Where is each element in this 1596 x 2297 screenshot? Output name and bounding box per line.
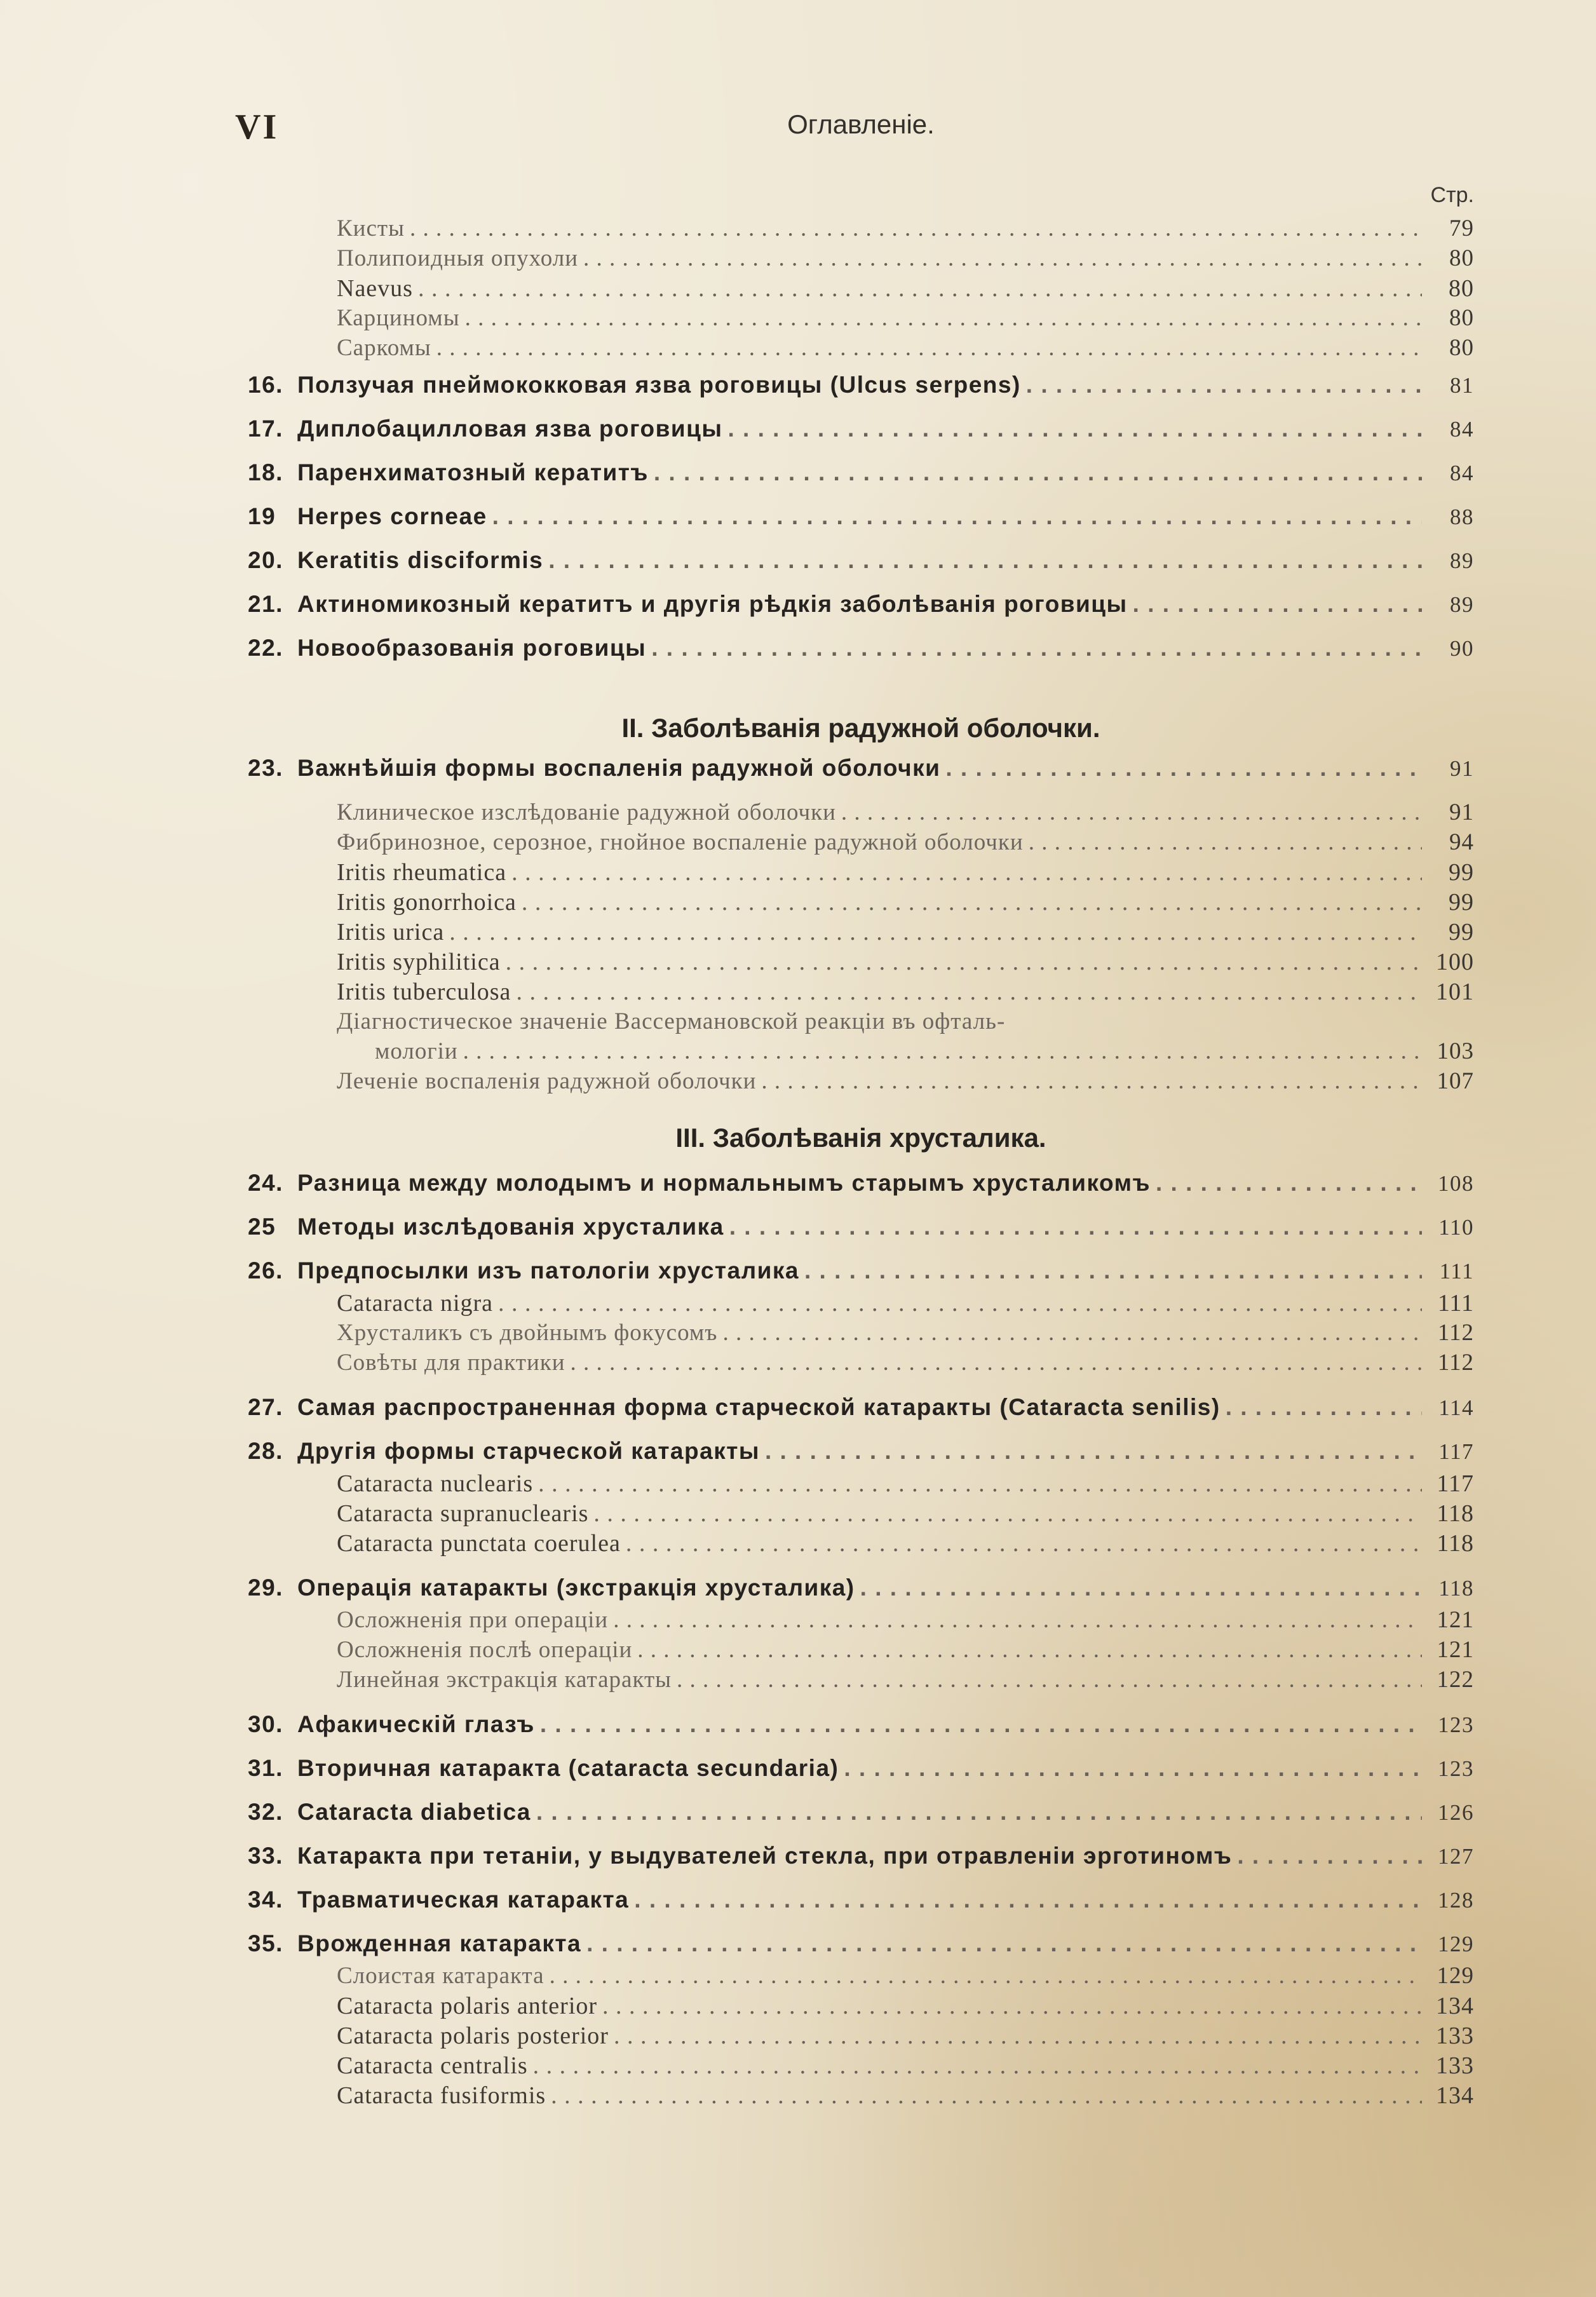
toc-subentry: Слоистая катаракта . . . 129 <box>248 1962 1474 1992</box>
toc-subentry: Осложненія при операціи . . . 121 <box>248 1606 1474 1636</box>
running-title: Оглавленіе. <box>787 109 935 139</box>
toc-subentry: Cataracta punctata coerulea . . . 118 <box>248 1529 1474 1559</box>
toc-entry: 21. Актиномикозный кератитъ и другія рѣдкія заболѣванія роговицы . . . 89 <box>248 591 1474 635</box>
toc-subentry: Леченіе воспаленія радужной оболочки . . . 107 <box>248 1067 1474 1097</box>
toc-subentry: Совѣты для практики . . . 112 <box>248 1349 1474 1379</box>
page-header <box>235 107 1487 158</box>
toc-subentry: Полипоидныя опухоли . . . 80 <box>248 245 1474 274</box>
toc-entry: 35. Врожденная катаракта . . . 129 <box>248 1930 1474 1962</box>
toc-subentry: Клиническое изслѣдованіе радужной оболочки . . . 91 <box>248 799 1474 829</box>
toc-subentry: Хрусталикъ съ двойнымъ фокусомъ . . . 112 <box>248 1319 1474 1349</box>
toc-entry: 24. Разница между молодымъ и нормальнымъ старымъ хрусталикомъ . . . 108 <box>248 1170 1474 1214</box>
toc-subentry: Cataracta fusiformis . . . 134 <box>248 2082 1474 2111</box>
toc-subentry: Cataracta supranuclearis . . . 118 <box>248 1500 1474 1529</box>
toc-subentry: Cataracta nigra . . . 111 <box>248 1289 1474 1319</box>
toc-entry: 26. Предпосылки изъ патологіи хрусталика . . . 111 <box>248 1257 1474 1289</box>
toc-entry: 25 Методы изслѣдованія хрусталика . . . 110 <box>248 1214 1474 1257</box>
toc-subentry: Осложненія послѣ операціи . . . 121 <box>248 1636 1474 1666</box>
toc-subentry: Iritis urica . . . 99 <box>248 918 1474 948</box>
toc-entry: 22. Новообразованія роговицы . . . 90 <box>248 635 1474 679</box>
toc-entry: 23. Важнѣйшія формы воспаленія радужной оболочки . . . 91 <box>248 755 1474 799</box>
toc-subentry: мологіи . . . 103 <box>248 1038 1474 1067</box>
toc-entry: 16. Ползучая пнеймококковая язва роговицы (Ulcus serpens) . . . 81 <box>248 372 1474 416</box>
toc-subentry: Naevus . . . 80 <box>248 274 1474 304</box>
toc-entry: 28. Другія формы старческой катаракты . . . 117 <box>248 1438 1474 1470</box>
toc-entry: 32. Cataracta diabetica . . . 126 <box>248 1799 1474 1843</box>
section-heading: II. Заболѣванія радужной оболочки. <box>621 713 1100 743</box>
toc-entry: 30. Афакическій глазъ . . . 123 <box>248 1711 1474 1755</box>
toc-entry: 18. Паренхиматозный кератитъ . . . 84 <box>248 459 1474 503</box>
toc-subentry: Iritis syphilitica . . . 100 <box>248 948 1474 978</box>
toc-subentry: Cataracta centralis . . . 133 <box>248 2052 1474 2082</box>
toc-subentry: Iritis rheumatica . . . 99 <box>248 858 1474 888</box>
page-number: VI <box>235 107 279 147</box>
table-of-contents <box>248 183 1474 2111</box>
page-column-header: Стр. <box>1430 183 1474 207</box>
toc-entry: 27. Самая распространенная форма старческой катаракты (Cataracta senilis) . . . 114 <box>248 1394 1474 1438</box>
toc-subentry: Діагностическое значеніе Вассермановской реакціи въ офталь- <box>337 1008 1006 1034</box>
toc-subentry: Iritis tuberculosa . . . 101 <box>248 978 1474 1008</box>
toc-subentry: Cataracta polaris posterior . . . 133 <box>248 2022 1474 2052</box>
toc-subentry: Кисты . . . 79 <box>248 215 1474 245</box>
toc-entry: 29. Операція катаракты (экстракція хрусталика) . . . 118 <box>248 1575 1474 1606</box>
toc-subentry: Cataracta nuclearis . . . 117 <box>248 1470 1474 1500</box>
toc-entry: 19 Herpes corneae . . . 88 <box>248 503 1474 547</box>
toc-subentry: Фибринозное, серозное, гнойное воспаленіе радужной оболочки . . . 94 <box>248 829 1474 858</box>
toc-subentry: Cataracta polaris anterior . . . 134 <box>248 1992 1474 2022</box>
toc-entry: 20. Keratitis disciformis . . . 89 <box>248 547 1474 591</box>
toc-subentry: Iritis gonorrhoica . . . 99 <box>248 888 1474 918</box>
toc-entry: 33. Катаракта при тетаніи, у выдувателей стекла, при отравленіи эрготиномъ . . . 127 <box>248 1843 1474 1887</box>
section-heading: III. Заболѣванія хрусталика. <box>675 1123 1046 1153</box>
toc-subentry: Линейная экстракція катаракты . . . 122 <box>248 1666 1474 1696</box>
toc-subentry: Саркомы . . . 80 <box>248 334 1474 364</box>
toc-subentry: Карциномы . . . 80 <box>248 304 1474 334</box>
toc-entry: 17. Диплобациллoвая язва роговицы . . . 84 <box>248 416 1474 459</box>
toc-entry: 31. Вторичная катаракта (cataracta secundaria) . . . 123 <box>248 1755 1474 1799</box>
toc-entry: 34. Травматическая катаракта . . . 128 <box>248 1887 1474 1930</box>
